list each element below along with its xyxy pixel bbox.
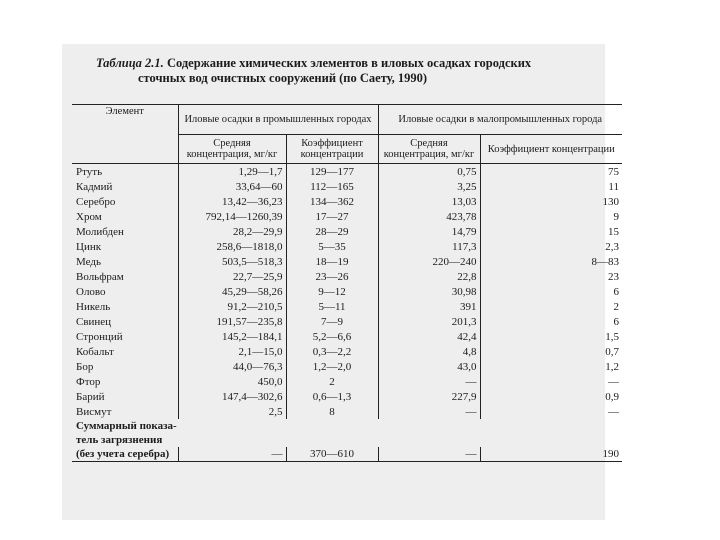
table-row [72,314,622,329]
industrial-coefficient-cell: 1,2—2,0 [286,359,378,374]
scanned-page [62,44,619,520]
table-row [72,209,622,224]
industrial-coefficient-cell: 18—19 [286,254,378,269]
element-name-cell: Кобальт [76,345,114,358]
low-industrial-coefficient-cell: 2 [480,299,622,314]
industrial-coefficient-cell: 0,3—2,2 [286,344,378,359]
total-ind-conc: — [178,447,286,462]
low-industrial-coefficient-cell: 6 [480,314,622,329]
industrial-avg-concentration-cell: 147,4—302,6 [178,389,286,404]
industrial-coefficient-cell: 23—26 [286,269,378,284]
low-industrial-avg-concentration-cell: 227,9 [378,389,480,404]
table-row [72,389,622,404]
low-industrial-coefficient-cell: — [480,404,622,419]
table-row [72,179,622,194]
industrial-avg-concentration-cell: 145,2—184,1 [178,329,286,344]
industrial-avg-concentration-cell: 44,0—76,3 [178,359,286,374]
table-caption [96,56,602,86]
table-row [72,299,622,314]
low-industrial-coefficient-cell: 15 [480,224,622,239]
industrial-coefficient-cell: 5—11 [286,299,378,314]
element-name-cell: Олово [76,285,106,298]
industrial-avg-concentration-cell: 1,29—1,7 [178,164,286,180]
total-label-line-2: тель загрязнения [76,434,163,446]
low-industrial-coefficient-cell: 8—83 [480,254,622,269]
table-row-total-3 [72,447,622,462]
caption-line-1: Содержание химических элементов в иловых осадках городских [166,56,532,70]
low-industrial-avg-concentration-cell: 3,25 [378,179,480,194]
low-industrial-avg-concentration-cell: 391 [378,299,480,314]
table-row [72,359,622,374]
element-name-cell: Стронций [76,330,123,343]
element-name-cell: Свинец [76,315,112,328]
low-industrial-coefficient-cell: 0,7 [480,344,622,359]
low-industrial-coefficient-cell: 0,9 [480,389,622,404]
total-label-line-1: Суммарный показа- [76,420,177,432]
header-low-industrial-cities: Иловые осадки в малопромышленных города [378,105,622,135]
low-industrial-avg-concentration-cell: 423,78 [378,209,480,224]
industrial-avg-concentration-cell: 258,6—1818,0 [178,239,286,254]
industrial-coefficient-cell: 5,2—6,6 [286,329,378,344]
total-low-coef: 190 [480,447,622,462]
table-row [72,194,622,209]
element-name-cell: Хром [76,210,102,223]
industrial-coefficient-cell: 17—27 [286,209,378,224]
table-row [72,254,622,269]
element-name-cell: Бор [76,360,94,373]
industrial-coefficient-cell: 134—362 [286,194,378,209]
industrial-coefficient-cell: 112—165 [286,179,378,194]
industrial-avg-concentration-cell: 191,57—235,8 [178,314,286,329]
low-industrial-avg-concentration-cell: 14,79 [378,224,480,239]
header-avg-concentration-low-industrial: Средняя концентрация, мг/кг [378,135,480,164]
low-industrial-avg-concentration-cell: 13,03 [378,194,480,209]
industrial-coefficient-cell: 2 [286,374,378,389]
low-industrial-avg-concentration-cell: 220—240 [378,254,480,269]
low-industrial-avg-concentration-cell: 22,8 [378,269,480,284]
low-industrial-avg-concentration-cell: 43,0 [378,359,480,374]
industrial-avg-concentration-cell: 33,64—60 [178,179,286,194]
industrial-avg-concentration-cell: 45,29—58,26 [178,284,286,299]
header-coefficient-low-industrial: Коэффициент концентрации [480,135,622,164]
industrial-coefficient-cell: 5—35 [286,239,378,254]
industrial-avg-concentration-cell: 503,5—518,3 [178,254,286,269]
low-industrial-coefficient-cell: — [480,374,622,389]
table-row [72,344,622,359]
low-industrial-avg-concentration-cell: 42,4 [378,329,480,344]
low-industrial-coefficient-cell: 1,2 [480,359,622,374]
table-number: Таблица 2.1. [96,56,164,70]
table-row [72,164,622,180]
low-industrial-coefficient-cell: 9 [480,209,622,224]
header-element: Элемент [72,105,178,164]
table-row [72,404,622,419]
element-name-cell: Кадмий [76,180,113,193]
industrial-avg-concentration-cell: 450,0 [178,374,286,389]
low-industrial-avg-concentration-cell: 0,75 [378,164,480,180]
low-industrial-coefficient-cell: 11 [480,179,622,194]
low-industrial-avg-concentration-cell: 201,3 [378,314,480,329]
low-industrial-coefficient-cell: 6 [480,284,622,299]
header-row-groups [72,105,622,135]
low-industrial-avg-concentration-cell: 4,8 [378,344,480,359]
element-name-cell: Никель [76,300,111,313]
industrial-avg-concentration-cell: 13,42—36,23 [178,194,286,209]
table-row [72,224,622,239]
header-avg-concentration-industrial: Средняя концентрация, мг/кг [178,135,286,164]
industrial-coefficient-cell: 28—29 [286,224,378,239]
industrial-avg-concentration-cell: 22,7—25,9 [178,269,286,284]
element-name-cell: Цинк [76,240,102,253]
element-name-cell: Серебро [76,195,116,208]
low-industrial-coefficient-cell: 2,3 [480,239,622,254]
low-industrial-avg-concentration-cell: 117,3 [378,239,480,254]
low-industrial-avg-concentration-cell: — [378,374,480,389]
total-label-line-3: (без учета серебра) [72,447,178,462]
table-row [72,269,622,284]
industrial-avg-concentration-cell: 2,1—15,0 [178,344,286,359]
total-ind-coef: 370—610 [286,447,378,462]
table-row-total-1 [72,419,622,433]
industrial-coefficient-cell: 9—12 [286,284,378,299]
low-industrial-coefficient-cell: 23 [480,269,622,284]
low-industrial-coefficient-cell: 1,5 [480,329,622,344]
element-name-cell: Фтор [76,375,101,388]
table-row [72,239,622,254]
low-industrial-avg-concentration-cell: — [378,404,480,419]
low-industrial-coefficient-cell: 130 [480,194,622,209]
industrial-coefficient-cell: 8 [286,404,378,419]
element-name-cell: Барий [76,390,105,403]
element-content-table [72,104,622,462]
industrial-avg-concentration-cell: 28,2—29,9 [178,224,286,239]
table-row [72,284,622,299]
header-industrial-cities: Иловые осадки в промышленных городах [178,105,378,135]
total-low-conc: — [378,447,480,462]
industrial-avg-concentration-cell: 792,14—1260,39 [178,209,286,224]
industrial-avg-concentration-cell: 2,5 [178,404,286,419]
industrial-coefficient-cell: 0,6—1,3 [286,389,378,404]
element-name-cell: Висмут [76,405,112,418]
element-name-cell: Медь [76,255,101,268]
low-industrial-avg-concentration-cell: 30,98 [378,284,480,299]
table-body [72,164,622,462]
industrial-coefficient-cell: 129—177 [286,164,378,180]
element-name-cell: Вольфрам [76,270,124,283]
element-name-cell: Молибден [76,225,124,238]
low-industrial-coefficient-cell: 75 [480,164,622,180]
table-row-total-2 [72,433,622,447]
element-name-cell: Ртуть [76,165,103,178]
header-coefficient-industrial: Коэффициент концентрации [286,135,378,164]
table-row [72,374,622,389]
industrial-coefficient-cell: 7—9 [286,314,378,329]
industrial-avg-concentration-cell: 91,2—210,5 [178,299,286,314]
table-row [72,329,622,344]
caption-line-2: сточных вод очистных сооружений (по Саету, 1990) [138,71,428,85]
